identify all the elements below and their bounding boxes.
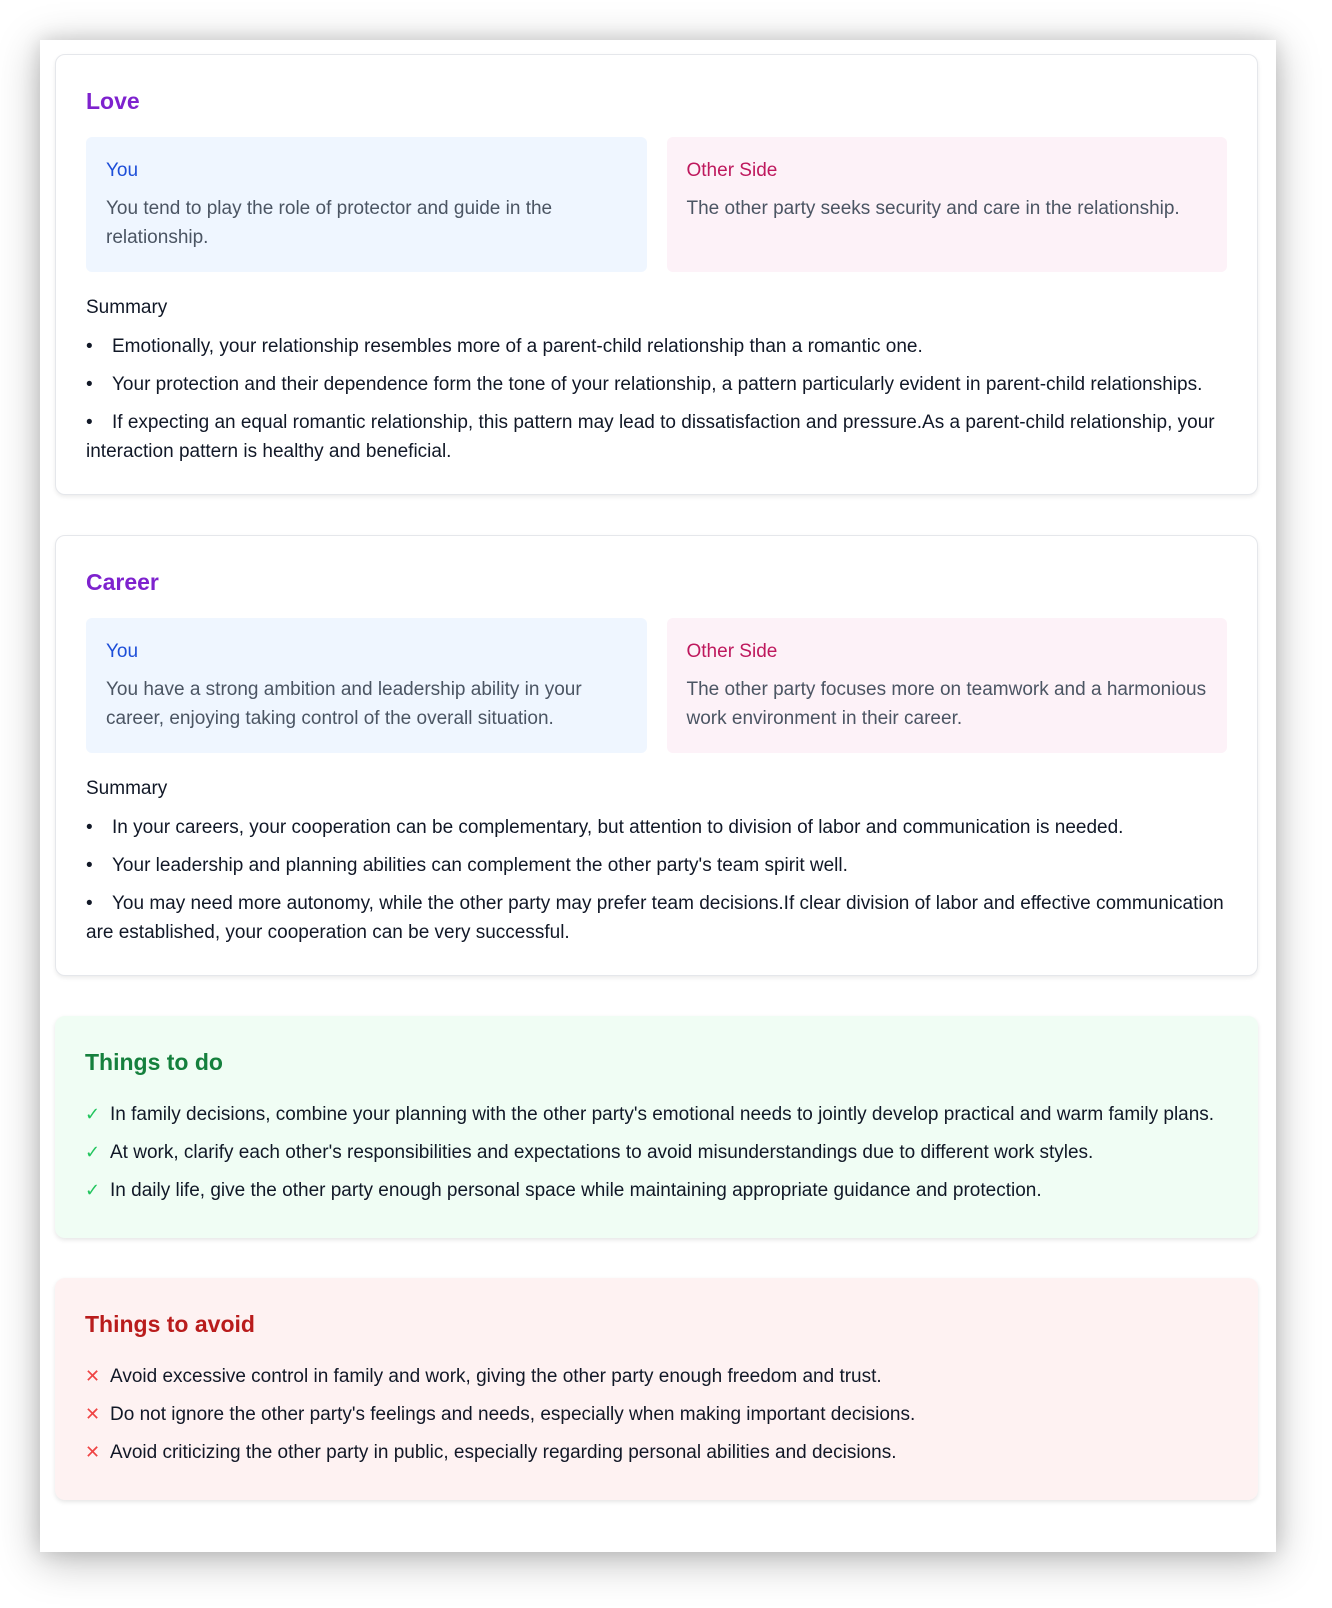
things-to-avoid-list (85, 1362, 1228, 1467)
summary-item (86, 813, 1227, 842)
other-side-panel (667, 137, 1228, 272)
things-to-avoid-title: Things to avoid (85, 1311, 255, 1337)
bullet-dot: • (86, 336, 93, 357)
things-to-do-title: Things to do (85, 1049, 223, 1075)
other-side-text: The other party focuses more on teamwork and a harmonious work environment in their career. (686, 679, 1207, 729)
avoid-item-text: Avoid excessive control in family and work, giving the other party enough freedom and trust. (110, 1366, 882, 1387)
comparison-row (86, 618, 1227, 753)
section-title: Love (86, 88, 140, 114)
summary-list (86, 332, 1227, 466)
cross-icon: ✕ (85, 1404, 101, 1424)
bullet-dot: • (86, 893, 93, 914)
summary-item-text: In your careers, your cooperation can be complementary, but attention to division of labor and communication is needed. (112, 817, 1124, 838)
checkmark-icon: ✓ (85, 1142, 101, 1162)
checkmark-icon: ✓ (85, 1104, 101, 1124)
you-panel (86, 618, 647, 753)
bullet-dot: • (86, 817, 93, 838)
summary-item-text: If expecting an equal romantic relationship, this pattern may lead to dissatisfaction and pressure.As a parent-child relationship, your interaction pattern is healthy and beneficial. (86, 412, 1215, 462)
you-text: You have a strong ambition and leadership ability in your career, enjoying taking control of the overall situation. (106, 679, 582, 729)
screenshot-frame (40, 40, 1276, 1552)
content-column (55, 54, 1258, 1540)
do-item (85, 1138, 1228, 1167)
other-side-label: Other Side (686, 641, 778, 662)
summary-item (86, 332, 1227, 361)
love-card (55, 54, 1258, 495)
other-side-text: The other party seeks security and care in the relationship. (686, 198, 1180, 219)
do-item-text: In family decisions, combine your planning with the other party's emotional needs to jointly develop practical and warm family plans. (110, 1104, 1215, 1125)
summary-label: Summary (86, 297, 168, 318)
career-card (55, 535, 1258, 976)
things-to-do-list (85, 1100, 1228, 1205)
do-item (85, 1100, 1228, 1129)
summary-label: Summary (86, 778, 168, 799)
summary-item (86, 370, 1227, 399)
things-to-avoid-box (55, 1278, 1258, 1500)
bullet-dot: • (86, 374, 93, 395)
summary-item-text: Emotionally, your relationship resembles more of a parent-child relationship than a romantic one. (112, 336, 923, 357)
you-label: You (106, 160, 139, 181)
summary-item (86, 889, 1227, 947)
you-panel (86, 137, 647, 272)
avoid-item-text: Do not ignore the other party's feelings and needs, especially when making important decisions. (110, 1404, 916, 1425)
checkmark-icon: ✓ (85, 1180, 101, 1200)
do-item (85, 1176, 1228, 1205)
summary-item-text: You may need more autonomy, while the other party may prefer team decisions.If clear division of labor and effective communication are established, your cooperation can be very successful. (86, 893, 1224, 943)
avoid-item-text: Avoid criticizing the other party in public, especially regarding personal abilities and decisions. (110, 1442, 897, 1463)
summary-item (86, 408, 1227, 466)
you-label: You (106, 641, 139, 662)
summary-item-text: Your leadership and planning abilities can complement the other party's team spirit well. (112, 855, 848, 876)
cross-icon: ✕ (85, 1366, 101, 1386)
other-side-label: Other Side (686, 160, 778, 181)
you-text: You tend to play the role of protector and guide in the relationship. (106, 198, 553, 248)
summary-list (86, 813, 1227, 947)
avoid-item (85, 1362, 1228, 1391)
things-to-do-box (55, 1016, 1258, 1238)
bullet-dot: • (86, 855, 93, 876)
summary-item-text: Your protection and their dependence form the tone of your relationship, a pattern particularly evident in parent-child relationships. (112, 374, 1203, 395)
section-title: Career (86, 569, 159, 595)
do-item-text: In daily life, give the other party enough personal space while maintaining appropriate guidance and protection. (110, 1180, 1042, 1201)
avoid-item (85, 1438, 1228, 1467)
cross-icon: ✕ (85, 1442, 101, 1462)
comparison-row (86, 137, 1227, 272)
do-item-text: At work, clarify each other's responsibilities and expectations to avoid misunderstandings due to different work styles. (110, 1142, 1094, 1163)
bullet-dot: • (86, 412, 93, 433)
summary-item (86, 851, 1227, 880)
avoid-item (85, 1400, 1228, 1429)
other-side-panel (667, 618, 1228, 753)
